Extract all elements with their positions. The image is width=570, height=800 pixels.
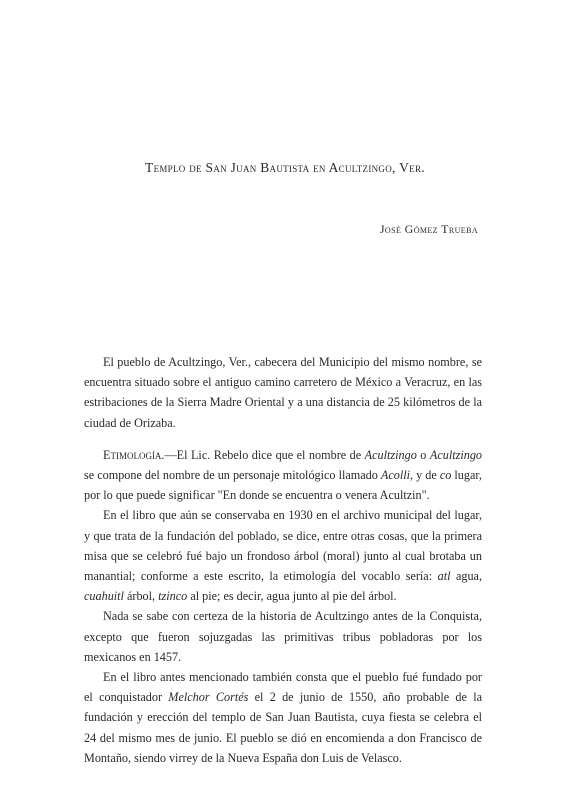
paragraph-text: o	[416, 447, 430, 462]
paragraph-text: el 2 de junio de 1550, año probable de la fundación y erección del templo de San Juan Bautista, cuya fiesta se celebra el 24 del mismo mes de junio. El pueblo se dió en encomienda a don Francisco de Montaño, siendo virrey de la Nueva España don Luis de Velasco.	[84, 690, 482, 765]
italic-term: cuahuitl	[84, 589, 124, 604]
italic-term: Acultzingo	[429, 447, 483, 462]
paragraph-etymology	[84, 445, 482, 506]
paragraph-text: árbol,	[123, 589, 159, 604]
author-name: José Gómez Trueba	[379, 222, 478, 236]
italic-term: tzinco	[158, 589, 188, 604]
paragraph-text: al pie; es decir, agua junto al pie del árbol.	[187, 589, 397, 604]
italic-term: Acultzingo	[364, 447, 417, 462]
paragraph-foundation	[84, 667, 482, 768]
article-title: Templo de San Juan Bautista en Acultzingo, Ver.	[145, 160, 425, 175]
italic-term: Acolli	[380, 468, 410, 483]
paragraph-text: se compone del nombre de un personaje mitológico llamado	[84, 468, 381, 483]
paragraph-text: lugar, por lo que puede significar "En donde se encuentra o venera Acultzin".	[84, 468, 482, 503]
paragraph-location: El pueblo de Acultzingo, Ver., cabecera del Municipio del mismo nombre, se encuentra situado sobre el antiguo camino carretero de México a Veracruz, en las estribaciones de la Sierra Madre Oriental y a una distancia de 25 kilómetros de la ciudad de Orizaba.	[84, 355, 482, 430]
paragraph-text: —El Lic. Rebelo dice que el nombre de	[164, 447, 365, 462]
italic-term: atl	[437, 569, 451, 584]
section-label: Etimología.	[103, 447, 165, 462]
paragraph-text: En el libro que aún se conservaba en 1930 en el archivo municipal del lugar, y que trata de la fundación del poblado, se dice, entre otras cosas, que la primera misa que se celebró fué bajo un frondoso árbol (moral) junto al cual brotaba un manantial; conforme a este escrito, la etimología del vocablo sería:	[84, 508, 482, 584]
article-body	[84, 352, 482, 768]
paragraph-text: agua,	[450, 569, 482, 584]
paragraph-history: Nada se sabe con certeza de la historia de Acultzingo antes de la Conquista, excepto que fueron sojuzgadas las primitivas tribus pobladoras por los mexicanos en 1457.	[84, 609, 482, 664]
italic-term: co	[439, 468, 452, 483]
paragraph-text: En el libro antes mencionado también consta que el pueblo fué fundado por el conquistador	[84, 670, 482, 705]
paragraph-text: , y de	[410, 468, 440, 483]
italic-term: Melchor Cortés	[168, 690, 249, 705]
paragraph-archive	[84, 505, 482, 606]
